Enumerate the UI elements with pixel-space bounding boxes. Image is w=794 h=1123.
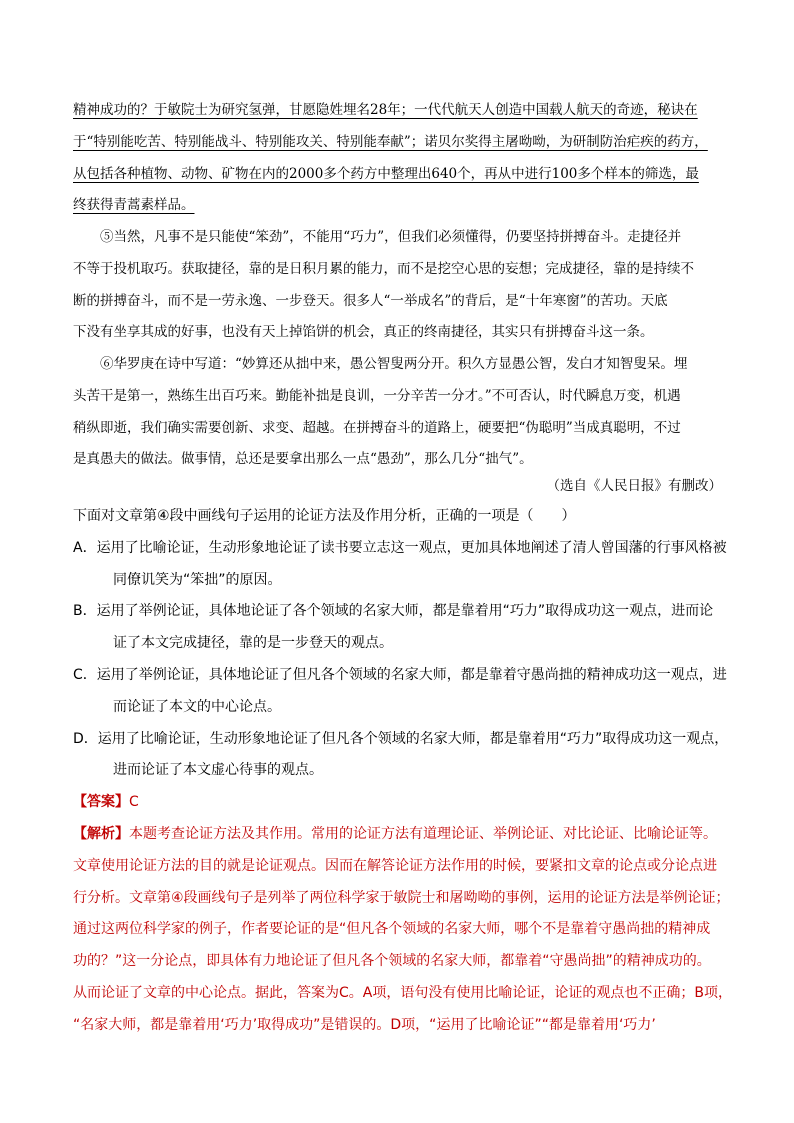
underlined-line: 从包括各种植物、动物、矿物在内的2000多个药方中整理出640个，再从中进行100多个样本的筛选，最 — [73, 165, 699, 182]
option-b-line1: B．运用了举例论证，具体地论证了各个领域的名家大师，都是靠着用“巧力”取得成功这一观点，进而论 — [73, 603, 714, 620]
paragraph-line: 是真愚夫的做法。做事情，总还是要拿出那么一点“愚劲”，那么几分“拙气”。 — [73, 451, 533, 468]
passage-paragraph-5 — [73, 222, 723, 349]
option-d — [73, 724, 733, 788]
option-b — [73, 596, 733, 660]
paragraph-line: 稍纵即逝，我们确实需要创新、求变、超越。在拼搏奋斗的道路上，硬要把“伪聪明”当成真聪明，不过 — [73, 419, 681, 436]
analysis-line: 文章使用论证方法的目的就是论证观点。因而在解答论证方法作用的时候，要紧扣文章的论点或分论点进 — [73, 857, 717, 874]
passage-paragraph-6 — [73, 349, 723, 476]
underlined-line: 精神成功的？于敏院士为研究氢弹，甘愿隐姓埋名28年；一代代航天人创造中国载人航天的奇迹，秘诀在 — [73, 102, 698, 118]
paragraph-line: ⑥华罗庚在诗中写道：“妙算还从拙中来，愚公智叟两分开。积久方显愚公智，发白才知智叟呆。埋 — [100, 356, 688, 372]
underlined-line: 终获得青蒿素样品。 — [73, 197, 195, 214]
analysis-block — [73, 819, 733, 1042]
paragraph-line: 下没有坐享其成的好事，也没有天上掉馅饼的机会，真正的终南捷径，其实只有拼搏奋斗这一条。 — [73, 324, 654, 341]
paragraph-line: ⑤当然，凡事不是只能使“笨劲”，不能用“巧力”，但我们必须懂得，仍要坚持拼搏奋斗。走捷径并 — [100, 229, 682, 245]
analysis-line: 功的？”这一分论点，即具体有力地论证了但凡各个领域的名家大师，都靠着“守愚尚拙”的精神成功的。 — [73, 953, 711, 970]
answer-line — [73, 787, 733, 819]
option-d-line1: D．运用了比喻论证，生动形象地论证了但凡各个领域的名家大师，都是靠着用“巧力”取得成功这一观点， — [73, 730, 729, 747]
option-a — [73, 533, 733, 597]
option-c-line2: 而论证了本文的中心论点。 — [113, 698, 281, 715]
analysis-first-line: 【解析】本题考查论证方法及其作用。常用的论证方法有道理论证、举例论证、对比论证、比喻论证等。 — [73, 825, 717, 842]
answer-tag: 【答案】 — [73, 794, 129, 811]
option-b-line2: 证了本文完成捷径，靠的是一步登天的观点。 — [113, 635, 393, 652]
analysis-line: “名家大师，都是靠着用‘巧力’取得成功”是错误的。D项，“运用了比喻论证”“都是靠着用‘巧力’ — [73, 1016, 656, 1033]
underlined-line: 于“特别能吃苦、特别能战斗、特别能攻关、特别能奉献”；诺贝尔奖得主屠呦呦，为研制防治疟疾的药方， — [73, 133, 708, 150]
analysis-tag: 【解析】 — [73, 825, 129, 842]
option-c — [73, 660, 733, 724]
paragraph-line: 不等于投机取巧。获取捷径，靠的是日积月累的能力，而不是挖空心思的妄想；完成捷径，靠的是持续不 — [73, 260, 694, 277]
passage-paragraph-4 — [73, 95, 723, 222]
question-block — [73, 501, 733, 1042]
option-a-line2: 同僚讥笑为“笨拙”的原因。 — [113, 571, 282, 588]
option-c-line1: C．运用了举例论证，具体地论证了但凡各个领域的名家大师，都是靠着守愚尚拙的精神成功这一观点，进 — [73, 666, 727, 683]
paragraph-line: 头苦干是第一，熟练生出百巧来。勤能补拙是良训，一分辛苦一分才。”不可否认，时代瞬息万变，机遇 — [73, 387, 681, 404]
passage-source: （选自《人民日报》有删改） — [546, 478, 722, 494]
analysis-line: 行分析。文章第④段画线句子是列举了两位科学家于敏院士和屠呦呦的事例，运用的论证方法是举例论证； — [73, 889, 730, 906]
paragraph-line: 断的拼搏奋斗，而不是一劳永逸、一步登天。很多人“一举成名”的背后，是“十年寒窗”的苦功。天底 — [73, 292, 668, 309]
option-a-line1: A．运用了比喻论证，生动形象地论证了读书要立志这一观点，更加具体地阐述了清人曾国藩的行事风格被 — [73, 539, 727, 556]
option-d-line2: 进而论证了本文虚心待事的观点。 — [113, 762, 323, 779]
analysis-line: 从而论证了文章的中心论点。据此，答案为C。A项，语句没有使用比喻论证，论证的观点也不正确；B项， — [73, 984, 732, 1001]
analysis-line: 通过这两位科学家的例子，作者要论证的是“但凡各个领域的名家大师，哪个不是靠着守愚尚拙的精神成 — [73, 921, 711, 938]
question-stem: 下面对文章第④段中画线句子运用的论证方法及作用分析，正确的一项是（ ） — [73, 508, 576, 524]
answer-value: C — [129, 794, 139, 811]
